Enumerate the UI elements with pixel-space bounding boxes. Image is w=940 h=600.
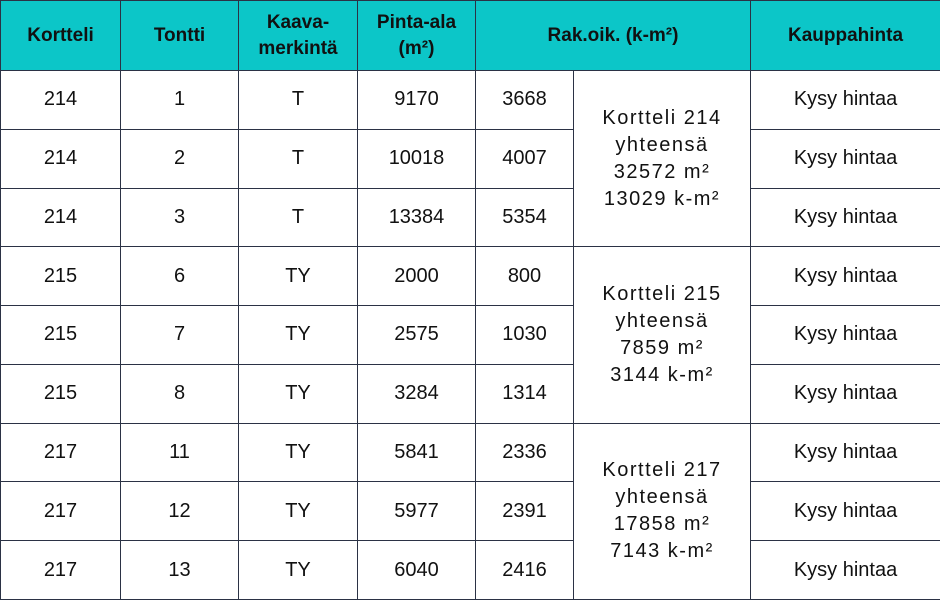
header-kaavamerkinta xyxy=(239,1,358,71)
cell-kortteli: 215 xyxy=(1,364,121,423)
header-pinta-line1: Pinta-ala xyxy=(376,11,457,33)
cell-kaavamerkinta: TY xyxy=(239,364,358,423)
cell-rakennusoikeus: 1314 xyxy=(476,364,574,423)
cell-rakennusoikeus: 2391 xyxy=(476,482,574,541)
cell-pinta-ala: 5977 xyxy=(358,482,476,541)
cell-kortteli: 215 xyxy=(1,247,121,306)
table-row xyxy=(1,306,940,365)
cell-kortteli: 217 xyxy=(1,541,121,600)
summary-label: yhteensä xyxy=(615,486,709,509)
cell-tontti: 13 xyxy=(121,541,239,600)
cell-rakennusoikeus: 800 xyxy=(476,247,574,306)
cell-rakennusoikeus: 1030 xyxy=(476,306,574,365)
cell-rakennusoikeus: 3668 xyxy=(476,71,574,130)
block-summary-215 xyxy=(574,247,751,423)
cell-kauppahinta: Kysy hintaa xyxy=(751,129,940,188)
cell-kaavamerkinta: TY xyxy=(239,306,358,365)
block-summary-217 xyxy=(574,423,751,599)
summary-building-right: 3144 k-m² xyxy=(610,363,714,386)
cell-pinta-ala: 6040 xyxy=(358,541,476,600)
table-row xyxy=(1,364,940,423)
table-row xyxy=(1,188,940,247)
table-row xyxy=(1,423,940,482)
summary-area: 7859 m² xyxy=(620,336,704,359)
cell-pinta-ala: 2000 xyxy=(358,247,476,306)
header-row xyxy=(1,1,940,71)
cell-rakennusoikeus: 2416 xyxy=(476,541,574,600)
summary-area: 17858 m² xyxy=(613,513,711,536)
summary-title: Kortteli 215 xyxy=(602,282,722,305)
cell-tontti: 11 xyxy=(121,423,239,482)
cell-tontti: 6 xyxy=(121,247,239,306)
cell-kaavamerkinta: TY xyxy=(239,541,358,600)
table-row xyxy=(1,71,940,130)
cell-kaavamerkinta: TY xyxy=(239,482,358,541)
cell-kortteli: 214 xyxy=(1,71,121,130)
cell-tontti: 8 xyxy=(121,364,239,423)
header-pinta-ala xyxy=(358,1,476,71)
cell-kauppahinta: Kysy hintaa xyxy=(751,482,940,541)
cell-kortteli: 214 xyxy=(1,188,121,247)
cell-kauppahinta: Kysy hintaa xyxy=(751,423,940,482)
header-rakennusoikeus: Rak.oik. (k-m²) xyxy=(476,1,751,71)
summary-building-right: 13029 k-m² xyxy=(603,187,721,210)
cell-rakennusoikeus: 2336 xyxy=(476,423,574,482)
cell-kaavamerkinta: TY xyxy=(239,423,358,482)
block-summary-214 xyxy=(574,71,751,247)
cell-tontti: 3 xyxy=(121,188,239,247)
summary-title: Kortteli 214 xyxy=(602,106,722,129)
header-pinta-line2: (m²) xyxy=(398,37,435,59)
summary-label: yhteensä xyxy=(615,309,709,332)
cell-pinta-ala: 13384 xyxy=(358,188,476,247)
cell-tontti: 12 xyxy=(121,482,239,541)
summary-building-right: 7143 k-m² xyxy=(610,540,714,563)
cell-pinta-ala: 5841 xyxy=(358,423,476,482)
table-row xyxy=(1,247,940,306)
cell-kaavamerkinta: T xyxy=(239,188,358,247)
cell-kortteli: 214 xyxy=(1,129,121,188)
cell-tontti: 2 xyxy=(121,129,239,188)
header-kaava-line1: Kaava- xyxy=(266,11,330,33)
cell-pinta-ala: 9170 xyxy=(358,71,476,130)
cell-kauppahinta: Kysy hintaa xyxy=(751,541,940,600)
cell-kortteli: 215 xyxy=(1,306,121,365)
cell-kauppahinta: Kysy hintaa xyxy=(751,364,940,423)
cell-tontti: 7 xyxy=(121,306,239,365)
cell-kauppahinta: Kysy hintaa xyxy=(751,71,940,130)
summary-title: Kortteli 217 xyxy=(602,459,722,482)
cell-kortteli: 217 xyxy=(1,423,121,482)
cell-tontti: 1 xyxy=(121,71,239,130)
table-row xyxy=(1,129,940,188)
cell-kaavamerkinta: T xyxy=(239,71,358,130)
header-kaava-line2: merkintä xyxy=(258,37,338,59)
cell-rakennusoikeus: 5354 xyxy=(476,188,574,247)
cell-kaavamerkinta: TY xyxy=(239,247,358,306)
table-row xyxy=(1,482,940,541)
cell-rakennusoikeus: 4007 xyxy=(476,129,574,188)
cell-kauppahinta: Kysy hintaa xyxy=(751,247,940,306)
cell-pinta-ala: 10018 xyxy=(358,129,476,188)
header-kortteli: Kortteli xyxy=(1,1,121,71)
cell-kortteli: 217 xyxy=(1,482,121,541)
header-tontti: Tontti xyxy=(121,1,239,71)
cell-pinta-ala: 3284 xyxy=(358,364,476,423)
cell-kauppahinta: Kysy hintaa xyxy=(751,188,940,247)
header-kauppahinta: Kauppahinta xyxy=(751,1,940,71)
cell-kauppahinta: Kysy hintaa xyxy=(751,306,940,365)
cell-pinta-ala: 2575 xyxy=(358,306,476,365)
table-row xyxy=(1,541,940,600)
cell-kaavamerkinta: T xyxy=(239,129,358,188)
summary-area: 32572 m² xyxy=(613,160,711,183)
summary-label: yhteensä xyxy=(615,133,709,156)
